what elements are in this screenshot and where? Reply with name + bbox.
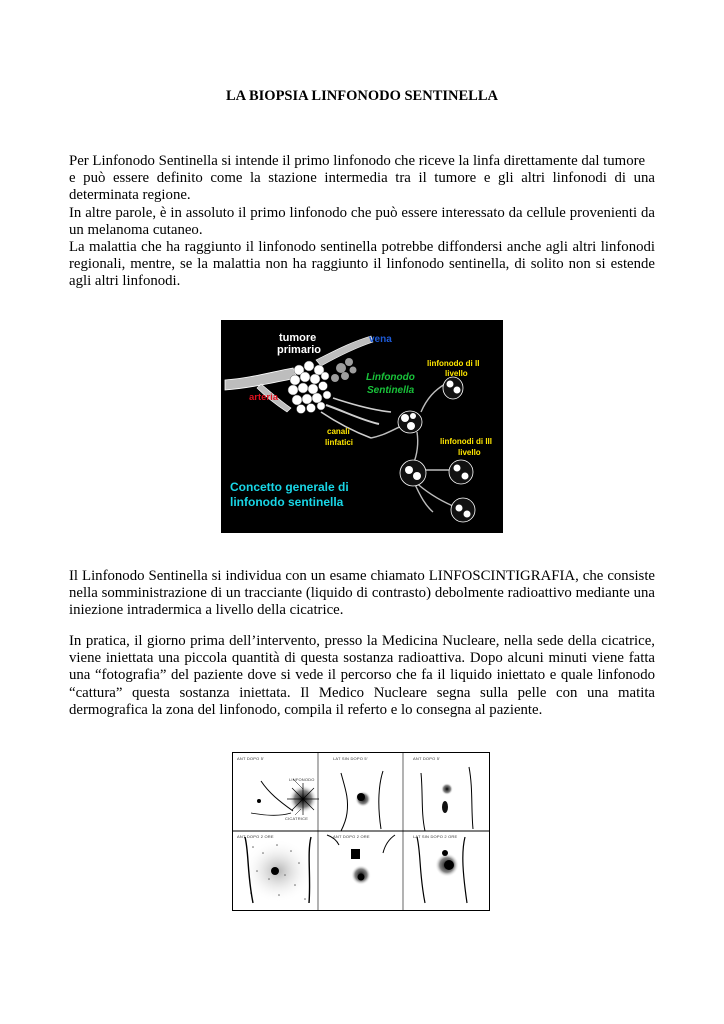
label-linfonodo-ii: linfonodo di II (427, 359, 480, 368)
scintigraphy-images (232, 752, 490, 911)
scan-annotation-linfonodo: LINFONODO (289, 777, 315, 782)
lymphoscintigraphy-paragraph: Il Linfonodo Sentinella si individua con un esame chiamato LINFOSCINTIGRAFIA, che consiste nella somministrazione di un tracciante (liquido di contrasto) debolmente radioattivo mediante una iniezione intradermica a livello della cicatrice. (69, 568, 655, 619)
intro-line-1: Per Linfonodo Sentinella si intende il primo linfonodo che riceve la linfa direttamente dal tumore (69, 153, 646, 169)
scan-caption-6: LAT SIN DOPO 2 ORE (413, 834, 458, 839)
scan-caption-3: ANT DOPO 5' (413, 756, 441, 761)
scan-caption-5: ANT DOPO 2 ORE (333, 834, 370, 839)
scan-caption-1: ANT DOPO 5' (237, 756, 265, 761)
label-canali: canali (327, 427, 350, 436)
label-linfonodo: Linfonodo (366, 372, 415, 383)
scintigraphy-panels (233, 753, 489, 910)
scan-caption-4: ANT DOPO 2 ORE (237, 834, 274, 839)
label-primario: primario (277, 344, 322, 356)
label-linfonodi-iii: linfonodi di III (440, 437, 492, 446)
procedure-paragraph: In pratica, il giorno prima dell’intervento, presso la Medicina Nucleare, nella sede della cicatrice, viene iniettata una piccola quantità di questa sostanza radioattiva. Dopo alcuni minuti viene fatta una “fotografia” del paziente dove si vede il percorso che fa il liquido iniettato e quale linfonodo “cattura” questa sostanza iniettata. Il Medico Nucleare segna sulla pelle con una matita dermografica la zona del linfonodo, compila il referto e lo consegna al paziente. (69, 633, 655, 718)
label-livello-iii: livello (458, 448, 481, 457)
label-livello-ii: livello (445, 369, 468, 378)
label-linfatici: linfatici (325, 438, 354, 447)
intro-line-4: La malattia che ha raggiunto il linfonodo sentinella potrebbe diffondersi anche agli altri linfonodi regionali, mentre, se la malattia non ha raggiunto il linfonodo sentinella, di solito non si estende agli altri linfonodi. (69, 239, 655, 290)
diagram-caption-line-2: linfonodo sentinella (230, 495, 344, 509)
scan-caption-2: LAT SIN DOPO 5' (333, 756, 368, 761)
intro-line-3: In altre parole, è in assoluto il primo linfonodo che può essere interessato da cellule provenienti da un melanoma cutaneo. (69, 204, 655, 238)
scan-annotation-cicatrice: CICATRICE (285, 816, 309, 821)
intro-paragraph (69, 153, 655, 291)
sentinel-node-diagram (221, 320, 503, 533)
page-title: LA BIOPSIA LINFONODO SENTINELLA (226, 88, 498, 104)
label-vena: vena (369, 334, 392, 345)
label-sentinella: Sentinella (367, 385, 415, 396)
label-arteria: arteria (249, 392, 279, 403)
diagram-caption-line-1: Concetto generale di (230, 480, 349, 494)
intro-line-2: e può essere definito come la stazione intermedia tra il tumore e gli altri linfonodi di una determinata regione. (69, 170, 655, 204)
label-tumore: tumore (279, 332, 317, 344)
